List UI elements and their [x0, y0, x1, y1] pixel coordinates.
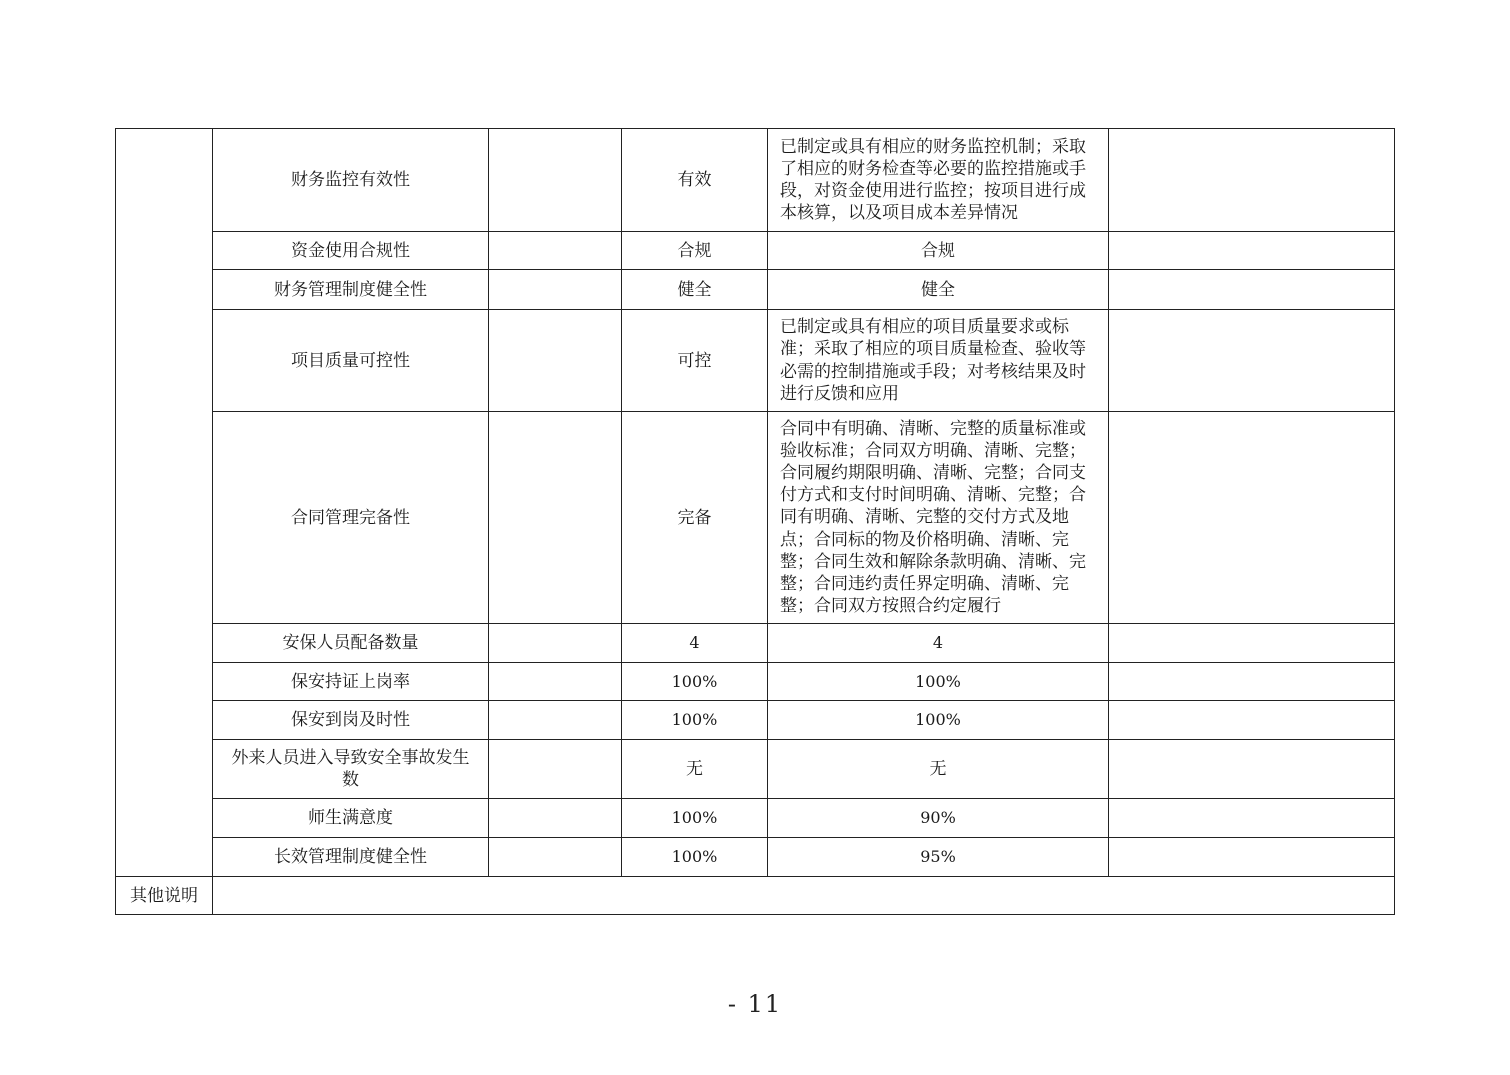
target-cell: 健全 — [622, 270, 768, 310]
weight-cell — [489, 624, 622, 663]
performance-table — [115, 128, 1395, 915]
weight-cell — [489, 701, 622, 740]
weight-cell — [489, 838, 622, 877]
weight-cell — [489, 740, 622, 799]
target-cell: 100% — [622, 701, 768, 740]
page-number: - 11 — [727, 990, 783, 1018]
actual-cell: 无 — [768, 740, 1109, 799]
other-notes-value — [213, 877, 1395, 915]
weight-cell — [489, 412, 622, 624]
note-cell — [1109, 310, 1395, 412]
target-cell: 有效 — [622, 129, 768, 232]
actual-cell: 90% — [768, 799, 1109, 838]
weight-cell — [489, 799, 622, 838]
target-cell: 合规 — [622, 232, 768, 270]
target-cell: 4 — [622, 624, 768, 663]
indicator-cell: 外来人员进入导致安全事故发生数 — [213, 740, 489, 799]
weight-cell — [489, 310, 622, 412]
note-cell — [1109, 129, 1395, 232]
target-cell: 100% — [622, 838, 768, 877]
actual-cell: 已制定或具有相应的项目质量要求或标准；采取了相应的项目质量检查、验收等必需的控制措施或手段；对考核结果及时进行反馈和应用 — [768, 310, 1109, 412]
note-cell — [1109, 270, 1395, 310]
actual-cell: 已制定或具有相应的财务监控机制；采取了相应的财务检查等必要的监控措施或手段，对资金使用进行监控；按项目进行成本核算，以及项目成本差异情况 — [768, 129, 1109, 232]
note-cell — [1109, 624, 1395, 663]
actual-cell: 95% — [768, 838, 1109, 877]
weight-cell — [489, 232, 622, 270]
table-row — [116, 740, 1395, 799]
note-cell — [1109, 232, 1395, 270]
weight-cell — [489, 663, 622, 701]
target-cell: 100% — [622, 799, 768, 838]
note-cell — [1109, 740, 1395, 799]
actual-cell: 100% — [768, 663, 1109, 701]
target-cell: 100% — [622, 663, 768, 701]
indicator-cell: 财务监控有效性 — [213, 129, 489, 232]
table-row — [116, 232, 1395, 270]
other-notes-row — [116, 877, 1395, 915]
target-cell: 无 — [622, 740, 768, 799]
table-row — [116, 412, 1395, 624]
indicator-cell: 安保人员配备数量 — [213, 624, 489, 663]
table-row — [116, 701, 1395, 740]
actual-cell: 合规 — [768, 232, 1109, 270]
actual-cell: 健全 — [768, 270, 1109, 310]
target-cell: 可控 — [622, 310, 768, 412]
category-cell — [116, 129, 213, 877]
table-row — [116, 624, 1395, 663]
indicator-cell: 保安持证上岗率 — [213, 663, 489, 701]
indicator-cell: 师生满意度 — [213, 799, 489, 838]
target-cell: 完备 — [622, 412, 768, 624]
note-cell — [1109, 838, 1395, 877]
indicator-cell: 项目质量可控性 — [213, 310, 489, 412]
note-cell — [1109, 663, 1395, 701]
indicator-cell: 保安到岗及时性 — [213, 701, 489, 740]
table-row — [116, 838, 1395, 877]
table-row — [116, 663, 1395, 701]
note-cell — [1109, 701, 1395, 740]
note-cell — [1109, 799, 1395, 838]
actual-cell: 100% — [768, 701, 1109, 740]
indicator-cell: 资金使用合规性 — [213, 232, 489, 270]
actual-cell: 4 — [768, 624, 1109, 663]
table-row — [116, 270, 1395, 310]
note-cell — [1109, 412, 1395, 624]
actual-cell: 合同中有明确、清晰、完整的质量标准或验收标准；合同双方明确、清晰、完整；合同履约期限明确、清晰、完整；合同支付方式和支付时间明确、清晰、完整；合同有明确、清晰、完整的交付方式及地点；合同标的物及价格明确、清晰、完整；合同生效和解除条款明确、清晰、完整；合同违约责任界定明确、清晰、完整；合同双方按照合约定履行 — [768, 412, 1109, 624]
other-notes-label: 其他说明 — [116, 877, 213, 915]
indicator-cell: 长效管理制度健全性 — [213, 838, 489, 877]
table-row — [116, 799, 1395, 838]
indicator-cell: 合同管理完备性 — [213, 412, 489, 624]
indicator-cell: 财务管理制度健全性 — [213, 270, 489, 310]
table-row — [116, 310, 1395, 412]
weight-cell — [489, 270, 622, 310]
weight-cell — [489, 129, 622, 232]
table-row — [116, 129, 1395, 232]
